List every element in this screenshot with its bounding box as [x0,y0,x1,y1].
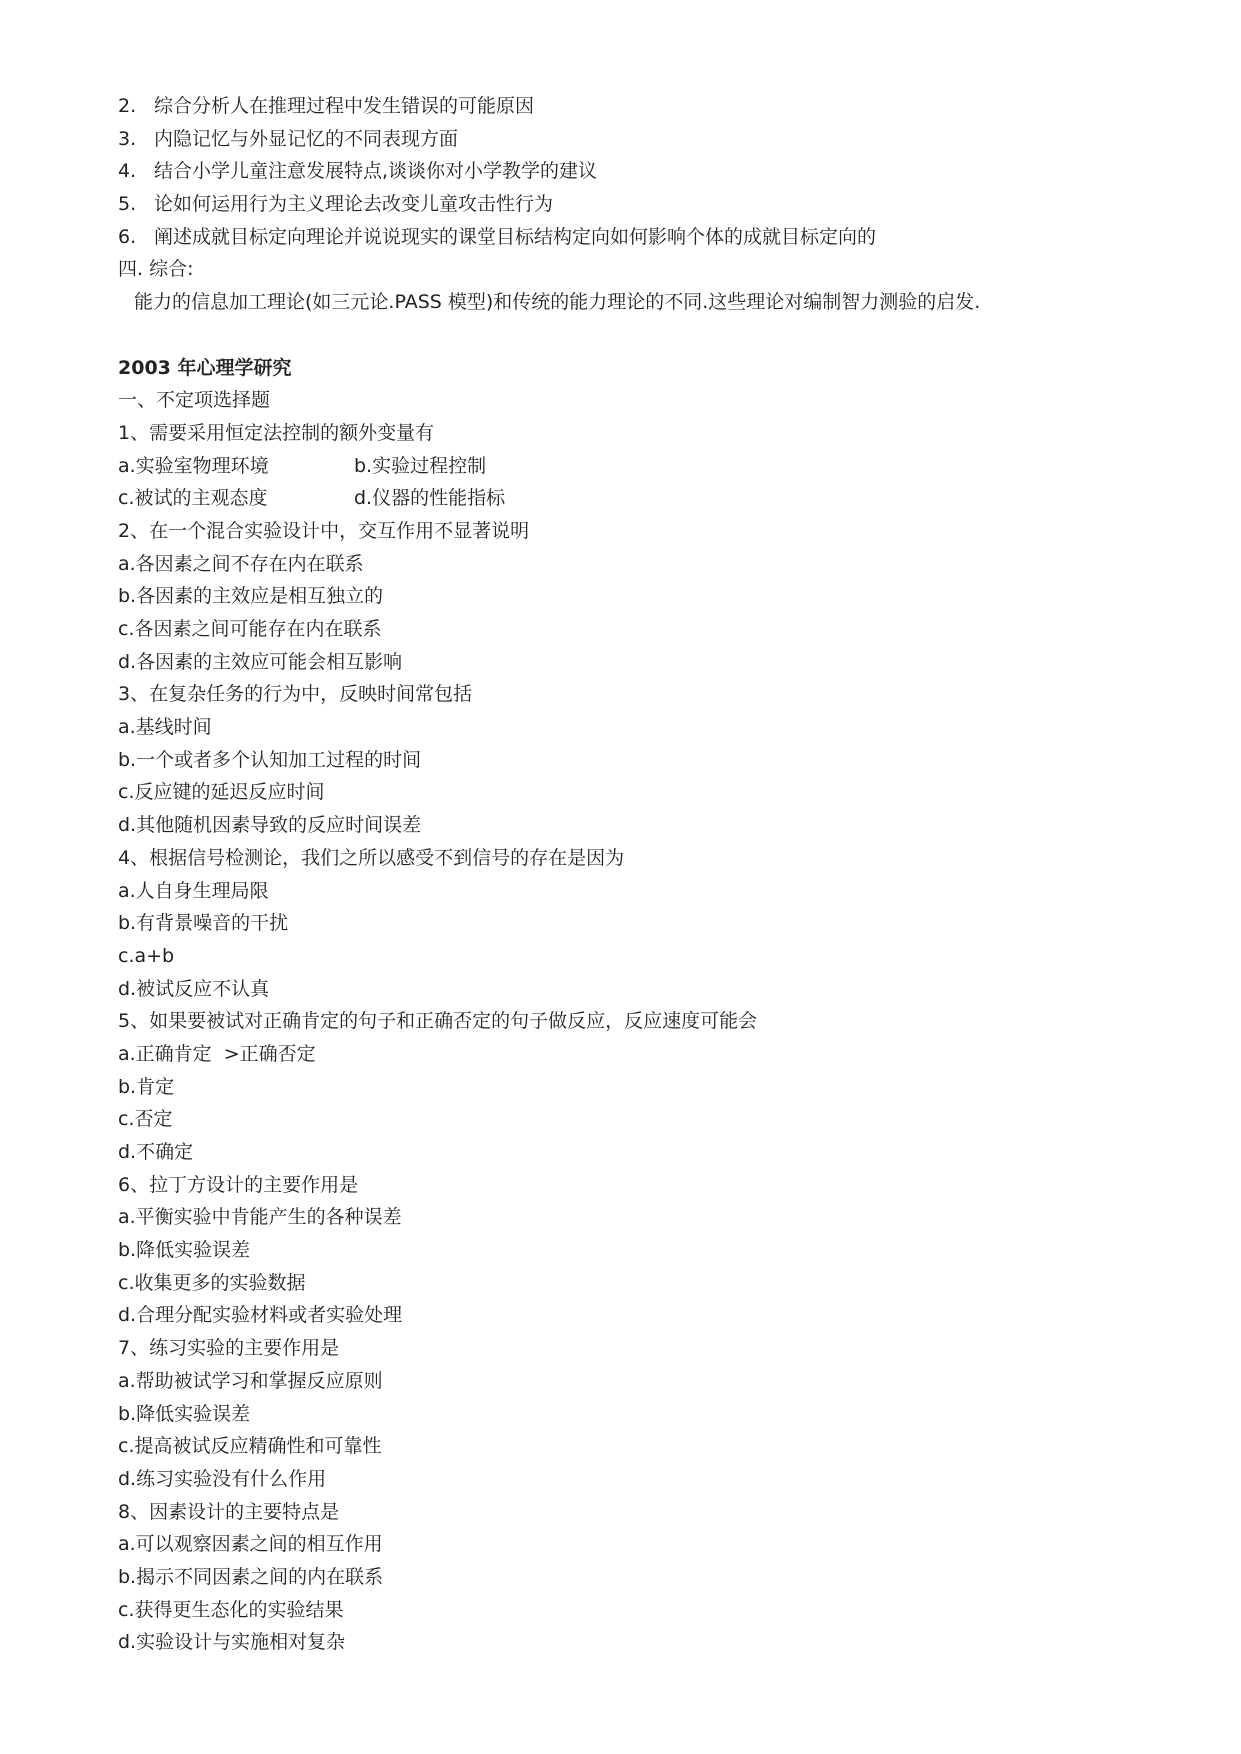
list-text: 综合分析人在推理过程中发生错误的可能原因 [154,95,535,117]
question-stem: 4、根据信号检测论，我们之所以感受不到信号的存在是因为 [118,846,625,869]
question-stem: 7、练习实验的主要作用是 [118,1337,340,1360]
list-text: 阐述成就目标定向理论并说说现实的课堂目标结构定向如何影响个体的成就目标定向的 [154,225,877,248]
option-a: a.正确肯定 >正确否定 [118,1042,316,1065]
list-text: 内隐记忆与外显记忆的不同表现方面 [154,127,459,150]
document-page [118,90,1178,1659]
option-d: d.仪器的性能指标 [354,487,506,510]
list-number: 3. [118,127,137,150]
list-number: 6. [118,225,137,248]
option-d: d.各因素的主效应可能会相互影响 [118,650,403,673]
exam-title: 2003 年心理学研究 [118,356,292,379]
question-stem: 3、在复杂任务的行为中，反映时间常包括 [118,683,473,706]
option-a: a.平衡实验中肯能产生的各种误差 [118,1206,402,1229]
list-item [118,188,1178,221]
option-b: b.揭示不同因素之间的内在联系 [118,1565,384,1588]
option-row [118,450,1178,483]
option-c: c.提高被试反应精确性和可靠性 [118,1435,382,1458]
option-c: c.各因素之间可能存在内在联系 [118,618,382,640]
list-text: 结合小学儿童注意发展特点,谈谈你对小学教学的建议 [154,160,598,183]
option-c: c.收集更多的实验数据 [118,1271,306,1294]
option-d: d.合理分配实验材料或者实验处理 [118,1304,403,1327]
option-d: d.其他随机因素导致的反应时间误差 [118,814,422,837]
option-b: b.各因素的主效应是相互独立的 [118,585,384,608]
option-d: d.被试反应不认真 [118,977,270,1000]
option-d: d.不确定 [118,1141,194,1163]
option-d: d.实验设计与实施相对复杂 [118,1631,346,1654]
question-stem: 8、因素设计的主要特点是 [118,1500,340,1523]
option-a: a.基线时间 [118,716,212,739]
list-text: 论如何运用行为主义理论去改变儿童攻击性行为 [154,193,554,216]
option-b: b.肯定 [118,1075,175,1098]
list-item [118,123,1178,156]
option-b: b.一个或者多个认知加工过程的时间 [118,748,422,771]
option-c: c.反应键的延迟反应时间 [118,781,325,804]
section-heading: 四. 综合: [118,258,194,281]
option-row [118,482,1178,515]
option-d: d.练习实验没有什么作用 [118,1467,327,1490]
question-stem: 1、需要采用恒定法控制的额外变量有 [118,421,435,444]
option-a: a.可以观察因素之间的相互作用 [118,1533,383,1556]
option-b: b.有背景噪音的干扰 [118,912,289,935]
option-a: a.各因素之间不存在内在联系 [118,552,364,575]
question-stem: 2、在一个混合实验设计中，交互作用不显著说明 [118,519,530,542]
option-a: a.人自身生理局限 [118,879,269,902]
option-c: c.a+b [118,944,175,967]
question-stem: 5、如果要被试对正确肯定的句子和正确否定的句子做反应，反应速度可能会 [118,1010,758,1033]
spacer [118,319,1178,352]
option-c: c.被试的主观态度 [118,487,268,510]
option-b: b.实验过程控制 [354,454,487,477]
part-heading: 一、不定项选择题 [118,389,271,412]
list-number: 2. [118,95,137,117]
section-paragraph: 能力的信息加工理论(如三元论.PASS 模型)和传统的能力理论的不同.这些理论对编制智力测验的启发. [134,291,981,314]
option-a: a.帮助被试学习和掌握反应原则 [118,1369,383,1392]
list-item [118,90,1178,123]
question-stem: 6、拉丁方设计的主要作用是 [118,1173,359,1196]
list-item [118,221,1178,254]
option-b: b.降低实验误差 [118,1239,251,1262]
option-a: a.实验室物理环境 [118,454,269,477]
list-item [118,155,1178,188]
list-number: 5. [118,193,137,216]
option-c: c.否定 [118,1108,173,1131]
option-b: b.降低实验误差 [118,1402,251,1425]
option-c: c.获得更生态化的实验结果 [118,1598,344,1621]
list-number: 4. [118,160,137,183]
